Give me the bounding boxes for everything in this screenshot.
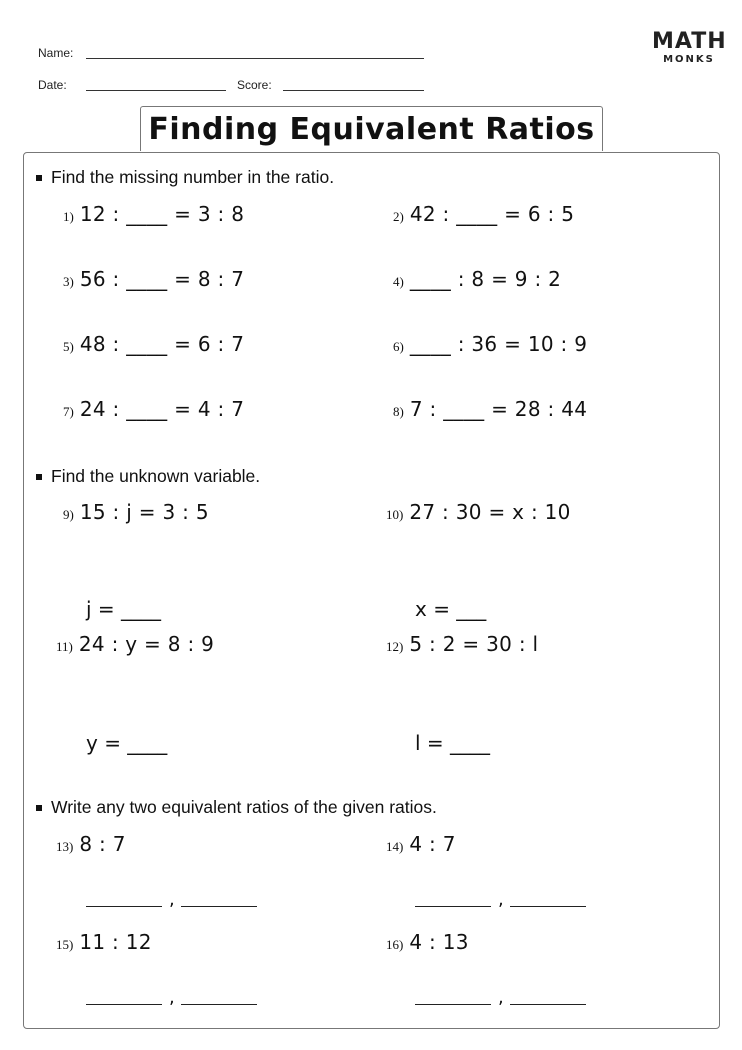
- question-number: 14): [386, 839, 404, 854]
- answer-blank[interactable]: [510, 1003, 586, 1005]
- question-expression: 56 : ____ = 8 : 7: [79, 267, 245, 291]
- question-number: 3): [63, 274, 74, 289]
- question-9: [63, 500, 209, 524]
- question-expression: 8 : 7: [79, 832, 126, 856]
- question-expression: 24 : y = 8 : 9: [78, 632, 215, 656]
- section-1-text: Find the missing number in the ratio.: [51, 167, 335, 187]
- score-field[interactable]: [283, 90, 424, 91]
- question-8: [393, 397, 587, 421]
- name-field[interactable]: [86, 58, 424, 59]
- question-expression: 42 : ____ = 6 : 5: [409, 202, 575, 226]
- answer-16: [415, 987, 586, 1008]
- question-number: 1): [63, 209, 74, 224]
- question-number: 15): [56, 937, 74, 952]
- question-3: [63, 267, 244, 291]
- question-11: [56, 632, 214, 656]
- title-box: [140, 106, 603, 151]
- question-6: [393, 332, 587, 356]
- answer-10[interactable]: x = ___: [415, 597, 487, 621]
- question-number: 16): [386, 937, 404, 952]
- logo-line2: MONKS: [663, 54, 715, 65]
- question-number: 7): [63, 404, 74, 419]
- answer-blank[interactable]: [86, 1003, 162, 1005]
- math-monks-logo: [652, 30, 726, 66]
- question-expression: 27 : 30 = x : 10: [409, 500, 571, 524]
- answer-11[interactable]: y = ____: [86, 731, 168, 755]
- answer-13: [86, 889, 257, 910]
- bullet-icon: [36, 175, 42, 181]
- question-15: [56, 930, 152, 954]
- answer-15: [86, 987, 257, 1008]
- question-expression: 11 : 12: [79, 930, 152, 954]
- question-13: [56, 832, 126, 856]
- answer-12[interactable]: l = ____: [415, 731, 491, 755]
- section-2-heading: [36, 466, 260, 487]
- question-2: [393, 202, 574, 226]
- answer-blank[interactable]: [415, 1003, 491, 1005]
- question-expression: ____ : 36 = 10 : 9: [409, 332, 588, 356]
- answer-9[interactable]: j = ____: [86, 597, 162, 621]
- question-expression: 4 : 13: [409, 930, 469, 954]
- page-title: Finding Equivalent Ratios: [148, 111, 595, 147]
- question-14: [386, 832, 456, 856]
- question-16: [386, 930, 469, 954]
- section-2-text: Find the unknown variable.: [51, 466, 261, 486]
- answer-blank[interactable]: [181, 905, 257, 907]
- answer-blank[interactable]: [86, 905, 162, 907]
- answer-comma: ,: [169, 987, 175, 1008]
- question-12: [386, 632, 538, 656]
- question-number: 6): [393, 339, 404, 354]
- question-number: 10): [386, 507, 404, 522]
- section-3-heading: [36, 797, 437, 818]
- date-label: Date:: [38, 78, 67, 92]
- question-number: 2): [393, 209, 404, 224]
- question-number: 8): [393, 404, 404, 419]
- question-expression: 24 : ____ = 4 : 7: [79, 397, 245, 421]
- question-1: [63, 202, 244, 226]
- question-number: 5): [63, 339, 74, 354]
- question-number: 11): [56, 639, 73, 654]
- question-expression: 5 : 2 = 30 : l: [409, 632, 539, 656]
- name-label: Name:: [38, 46, 74, 60]
- question-4: [393, 267, 561, 291]
- question-number: 13): [56, 839, 74, 854]
- question-expression: 15 : j = 3 : 5: [79, 500, 209, 524]
- section-3-text: Write any two equivalent ratios of the given ratios.: [51, 797, 437, 817]
- question-number: 12): [386, 639, 404, 654]
- logo-line1: MATH: [652, 29, 727, 54]
- question-expression: 7 : ____ = 28 : 44: [409, 397, 588, 421]
- answer-blank[interactable]: [181, 1003, 257, 1005]
- answer-comma: ,: [169, 889, 175, 910]
- question-expression: 48 : ____ = 6 : 7: [79, 332, 245, 356]
- question-number: 9): [63, 507, 74, 522]
- answer-blank[interactable]: [510, 905, 586, 907]
- date-field[interactable]: [86, 90, 226, 91]
- answer-14: [415, 889, 586, 910]
- bullet-icon: [36, 805, 42, 811]
- answer-comma: ,: [498, 889, 504, 910]
- question-expression: ____ : 8 = 9 : 2: [409, 267, 562, 291]
- answer-blank[interactable]: [415, 905, 491, 907]
- bullet-icon: [36, 474, 42, 480]
- question-number: 4): [393, 274, 404, 289]
- question-expression: 4 : 7: [409, 832, 456, 856]
- section-1-heading: [36, 167, 334, 188]
- score-label: Score:: [237, 78, 272, 92]
- question-10: [386, 500, 571, 524]
- question-5: [63, 332, 244, 356]
- question-expression: 12 : ____ = 3 : 8: [79, 202, 245, 226]
- question-7: [63, 397, 244, 421]
- answer-comma: ,: [498, 987, 504, 1008]
